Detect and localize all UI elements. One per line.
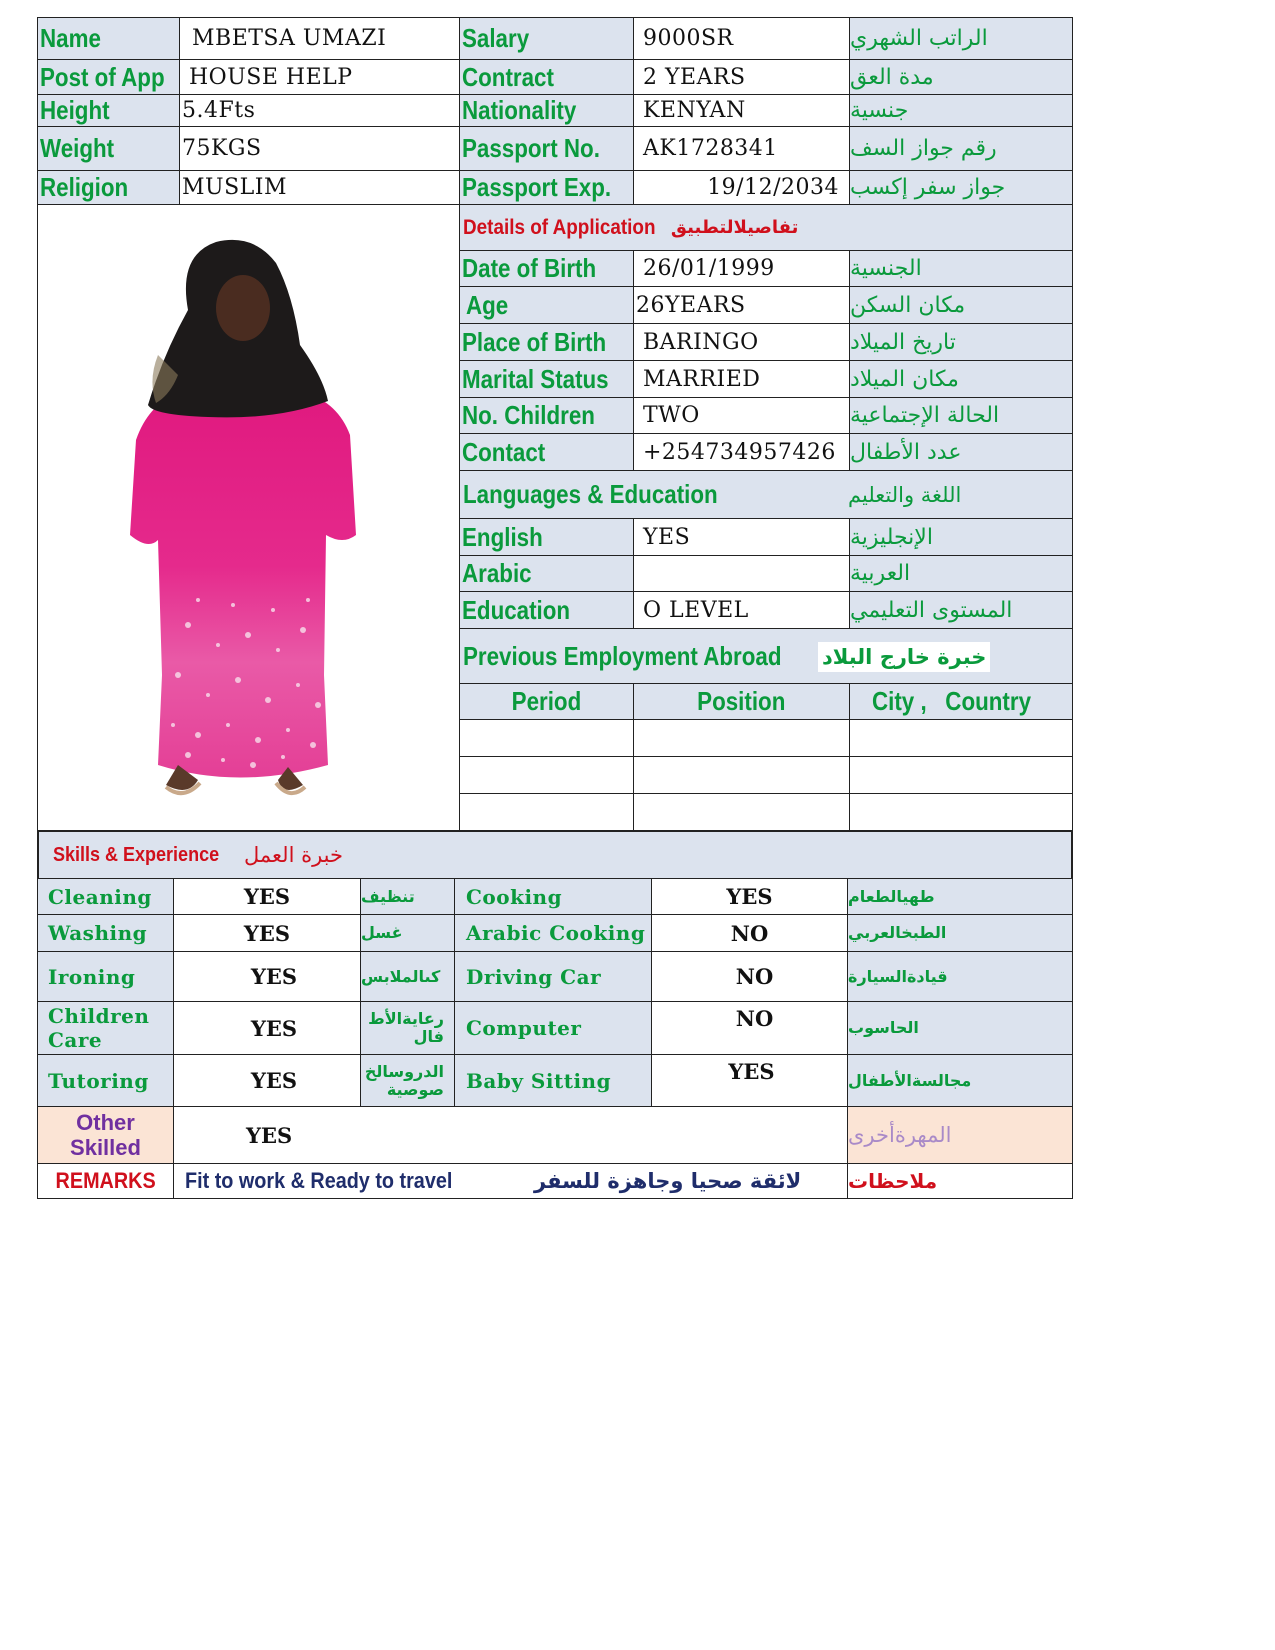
- skill-label: Ironing: [37, 951, 174, 1002]
- skill-value: YES: [173, 914, 361, 952]
- employment-title-ar: خبرة خارج البلاد: [818, 642, 990, 672]
- application-row-value: 26YEARS: [633, 286, 850, 324]
- application-row-ar: الحالة الإجتماعية: [849, 397, 1073, 434]
- languages-title-ar: اللغة والتعليم: [848, 482, 962, 507]
- language-row-ar: المستوى التعليمي: [849, 591, 1073, 629]
- skill-label: Driving Car: [454, 951, 652, 1002]
- skill-ar: قيادةالسيارة: [847, 951, 1073, 1002]
- application-row-label: Date of Birth: [459, 250, 634, 287]
- remarks-value: Fit to work & Ready to travel: [185, 1168, 453, 1193]
- skill-value: YES: [173, 1054, 361, 1107]
- skill-ar: كىالملابس: [360, 951, 455, 1002]
- skill-ar: الحاسوب: [847, 1001, 1073, 1055]
- skill-ar: الدروسالخ صوصية: [360, 1054, 455, 1107]
- employment-cell: [849, 793, 1073, 831]
- nationality-value: KENYAN: [633, 94, 850, 127]
- skill-label: Tutoring: [37, 1054, 174, 1107]
- employment-cell: [849, 719, 1073, 757]
- skill-label: Washing: [37, 914, 174, 952]
- application-row-label: Place of Birth: [459, 323, 634, 361]
- employment-cell: [459, 793, 634, 831]
- language-row-value: YES: [633, 518, 850, 556]
- skills-title-ar: خبرة العمل: [244, 832, 1071, 878]
- remarks-label: REMARKS: [37, 1163, 174, 1199]
- skill-value: NO: [651, 914, 848, 952]
- skill-label: Computer: [454, 1001, 652, 1055]
- skill-value: YES: [651, 1054, 848, 1107]
- contract-ar: مدة العق: [849, 59, 1073, 95]
- skills-title: Skills & Experience: [53, 843, 220, 866]
- application-row-ar: تاريخ الميلاد: [849, 323, 1073, 361]
- employment-col-city: City , Country: [849, 683, 1073, 720]
- employment-col-position: Position: [633, 683, 850, 720]
- employment-cell: [633, 793, 850, 831]
- other-skilled-label: Other Skilled: [37, 1106, 174, 1164]
- skill-ar: الطبخالعربي: [847, 914, 1073, 952]
- skill-ar: مجالسةالأطفال: [847, 1054, 1073, 1107]
- application-section-header: [459, 204, 1073, 251]
- height-value: 5.4Fts: [179, 94, 460, 127]
- skills-section-header: [37, 830, 1073, 879]
- name-value: MBETSA UMAZI: [179, 17, 460, 60]
- contract-value: 2 YEARS: [633, 59, 850, 95]
- languages-title: Languages & Education: [463, 479, 718, 509]
- skill-label: Cleaning: [37, 878, 174, 915]
- post-value: HOUSE HELP: [179, 59, 460, 95]
- passport-label: Passport No.: [459, 126, 634, 171]
- nationality-label: Nationality: [459, 94, 634, 127]
- employment-cell: [633, 756, 850, 794]
- skill-label: Baby Sitting: [454, 1054, 652, 1107]
- language-row-label: Education: [459, 591, 634, 629]
- contract-label: Contract: [459, 59, 634, 95]
- skill-label: Arabic Cooking: [454, 914, 652, 952]
- passport-exp-label: Passport Exp.: [459, 170, 634, 205]
- application-row-label: Age: [459, 286, 634, 324]
- remarks-value-ar: لائقة صحيا وجاهزة للسفر: [534, 1169, 802, 1193]
- application-row-ar: الجنسية: [849, 250, 1073, 287]
- application-row-label: Marital Status: [459, 360, 634, 398]
- skill-value: NO: [651, 951, 848, 1002]
- employment-cell: [459, 719, 634, 757]
- application-row-ar: مكان السكن: [849, 286, 1073, 324]
- remarks-ar: ملاحظات: [847, 1163, 1073, 1199]
- passport-exp-ar: جواز سفر إكسب: [849, 170, 1073, 205]
- skill-ar: غسل: [360, 914, 455, 952]
- weight-label: Weight: [37, 126, 180, 171]
- passport-exp-value: 19/12/2034: [633, 170, 850, 205]
- name-label: Name: [37, 17, 180, 60]
- nationality-ar: جنسية: [849, 94, 1073, 127]
- language-row-label: Arabic: [459, 555, 634, 592]
- applicant-photo: [37, 204, 460, 831]
- application-row-value: BARINGO: [633, 323, 850, 361]
- skill-value: YES: [173, 951, 361, 1002]
- language-row-value: O LEVEL: [633, 591, 850, 629]
- salary-ar: الراتب الشهري: [849, 17, 1073, 60]
- application-title-ar: تفاصيلالتطبيق: [670, 217, 799, 238]
- skill-value: YES: [651, 878, 848, 915]
- salary-value: 9000SR: [633, 17, 850, 60]
- language-row-ar: الإنجليزية: [849, 518, 1073, 556]
- application-row-value: 26/01/1999: [633, 250, 850, 287]
- application-title: Details of Application: [463, 215, 656, 239]
- employment-section-header: [459, 628, 1073, 684]
- religion-label: Religion: [37, 170, 180, 205]
- remarks-value-cell: [173, 1163, 848, 1199]
- employment-title: Previous Employment Abroad: [463, 640, 782, 671]
- application-row-label: Contact: [459, 433, 634, 471]
- application-row-ar: مكان الميلاد: [849, 360, 1073, 398]
- employment-cell: [849, 756, 1073, 794]
- weight-value: 75KGS: [179, 126, 460, 171]
- other-skilled-ar: المهرةأخرى: [847, 1106, 1073, 1164]
- employment-col-period: Period: [459, 683, 634, 720]
- applicant-photo-figure: [38, 205, 459, 830]
- employment-cell: [459, 756, 634, 794]
- other-skilled-value: YES: [173, 1106, 848, 1164]
- application-row-value: TWO: [633, 397, 850, 434]
- language-row-label: English: [459, 518, 634, 556]
- skill-ar: رعايةالأط فال: [360, 1001, 455, 1055]
- skill-label: Children Care: [37, 1001, 174, 1055]
- application-row-value: +254734957426: [633, 433, 850, 471]
- application-row-ar: عدد الأطفال: [849, 433, 1073, 471]
- skill-value: YES: [173, 878, 361, 915]
- post-label: Post of App: [37, 59, 180, 95]
- skill-value: YES: [173, 1001, 361, 1055]
- passport-ar: رقم جواز السف: [849, 126, 1073, 171]
- language-row-ar: العربية: [849, 555, 1073, 592]
- language-row-value: [633, 555, 850, 592]
- passport-value: AK1728341: [633, 126, 850, 171]
- skill-ar: طهيالطعام: [847, 878, 1073, 915]
- skill-label: Cooking: [454, 878, 652, 915]
- religion-value: MUSLIM: [179, 170, 460, 205]
- application-row-value: MARRIED: [633, 360, 850, 398]
- skill-value: NO: [651, 1001, 848, 1055]
- application-row-label: No. Children: [459, 397, 634, 434]
- skill-ar: تنظيف: [360, 878, 455, 915]
- languages-section-header: [459, 470, 1073, 519]
- salary-label: Salary: [459, 17, 634, 60]
- height-label: Height: [37, 94, 180, 127]
- employment-cell: [633, 719, 850, 757]
